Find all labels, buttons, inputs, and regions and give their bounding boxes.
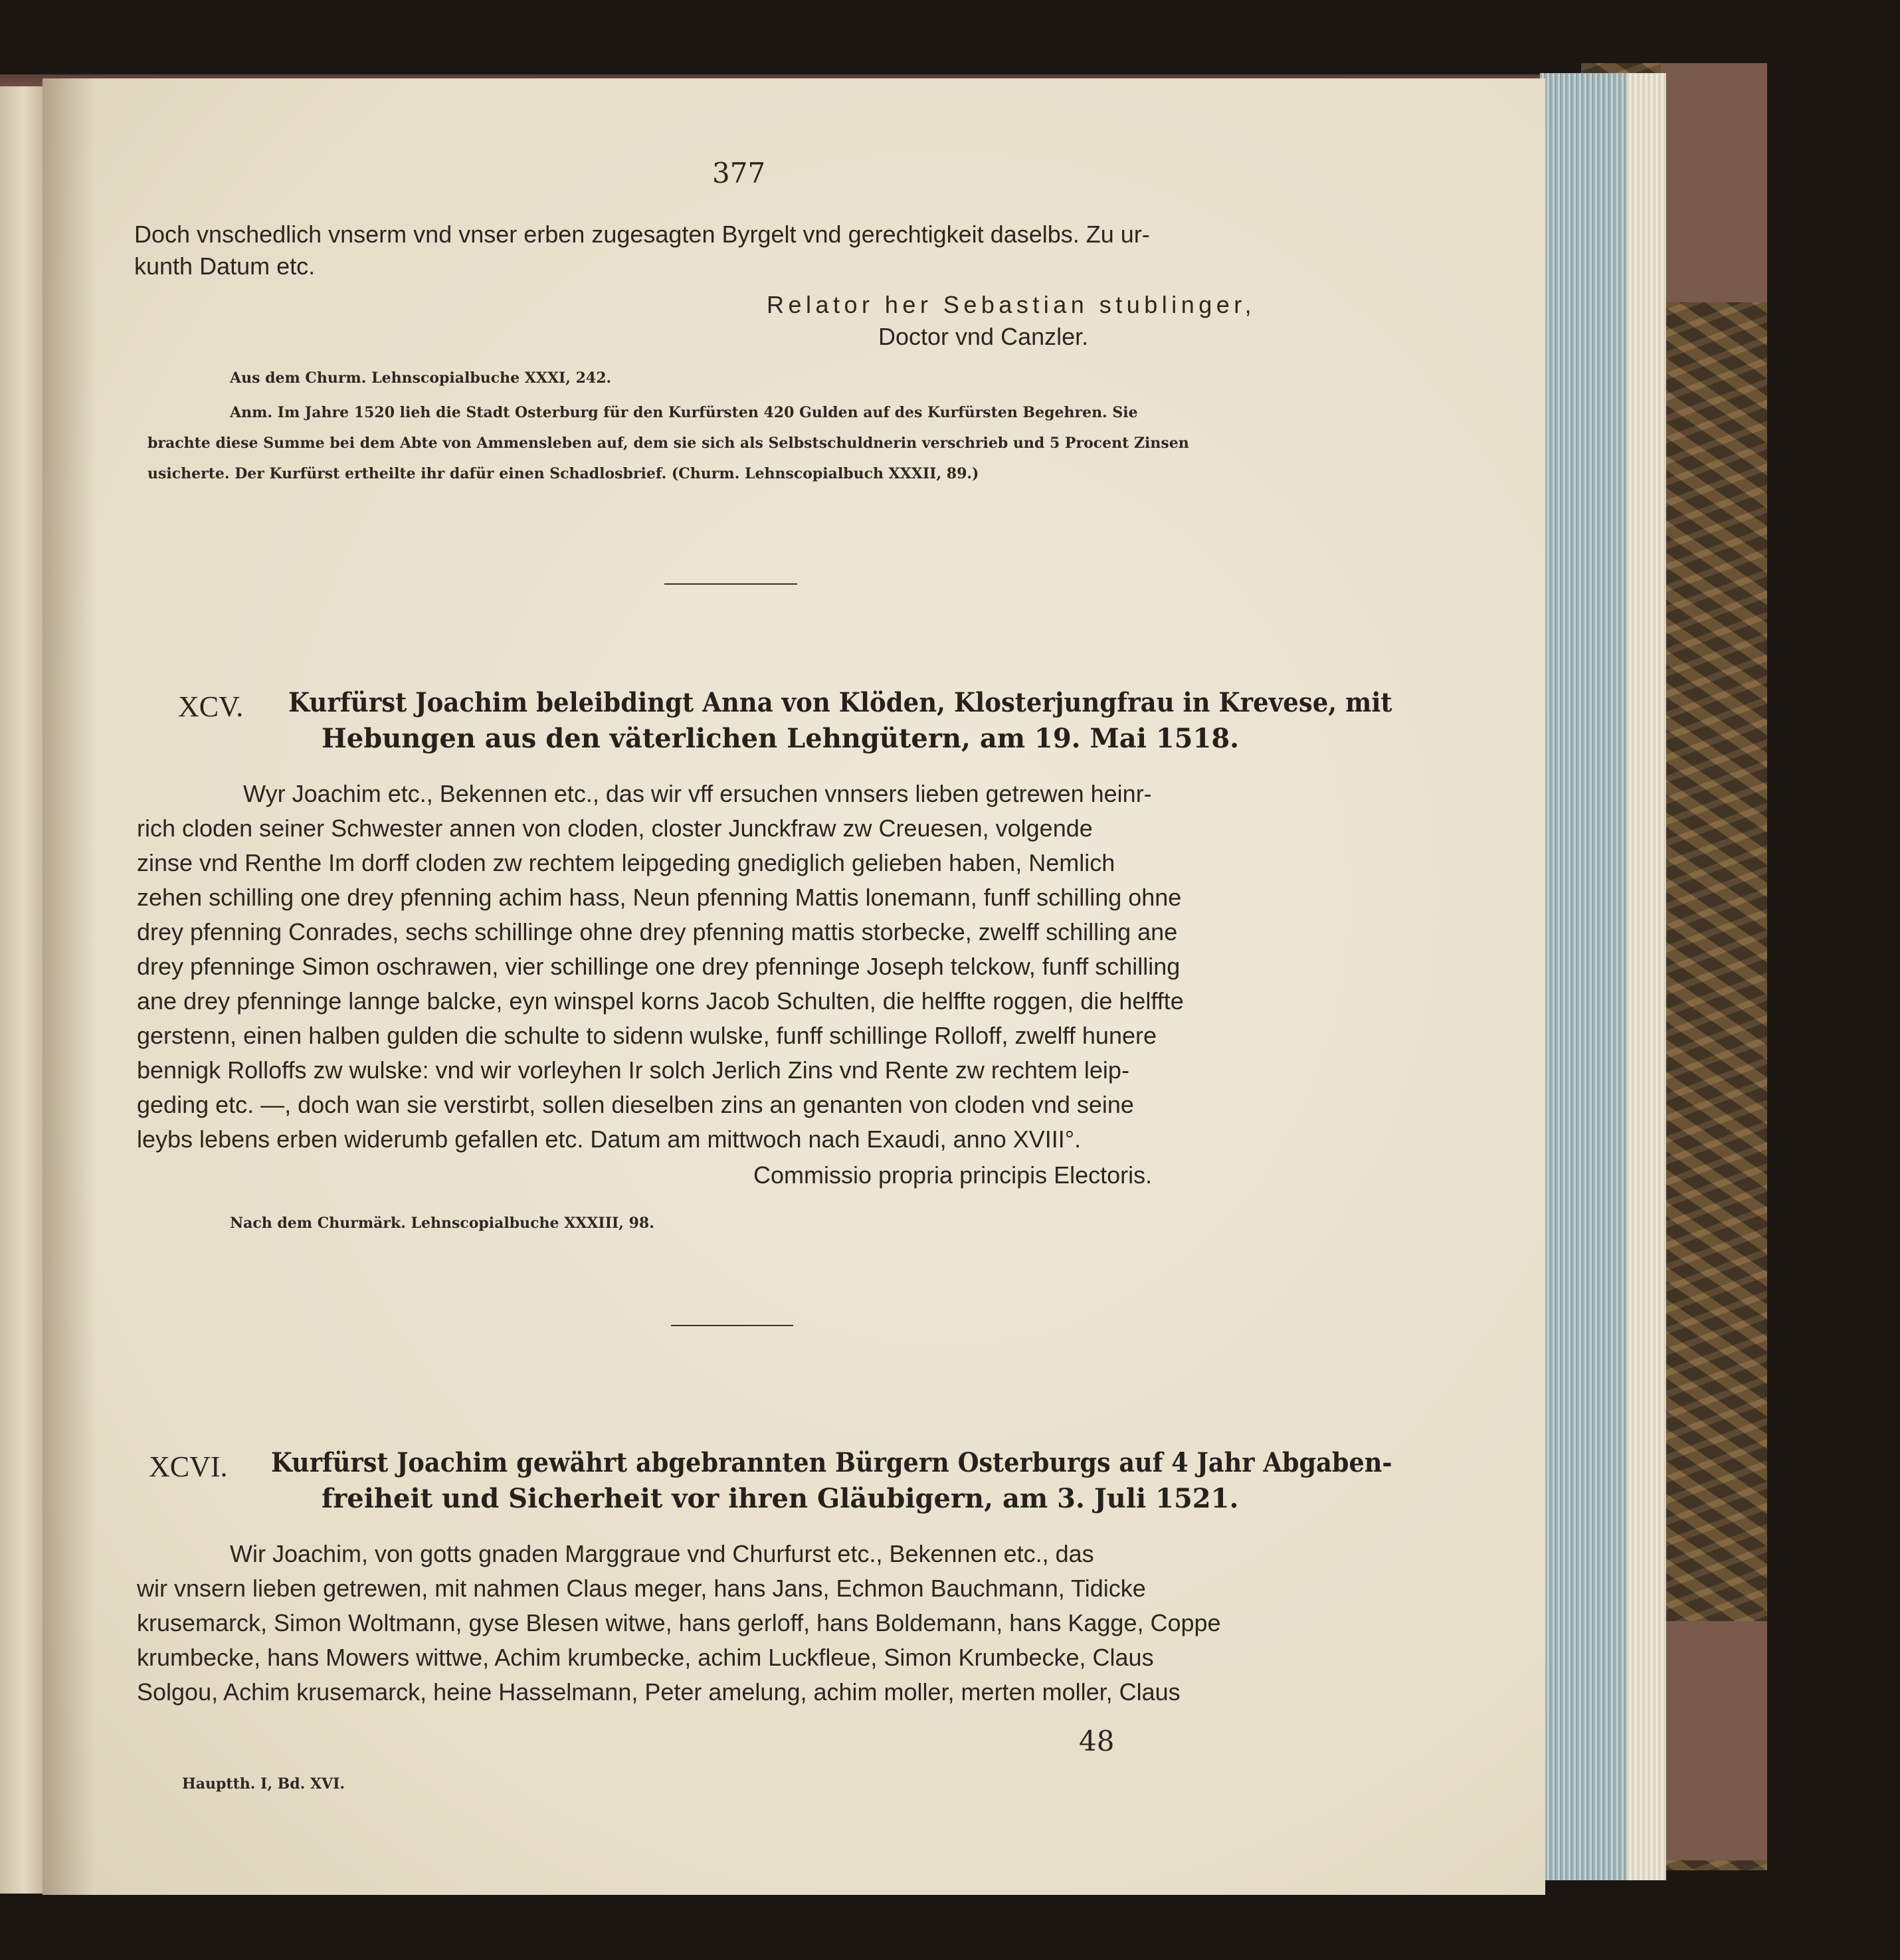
doc95-commission: Commissio propria principis Electoris. bbox=[753, 1161, 1153, 1189]
doc95-numeral: XCV. bbox=[178, 690, 244, 723]
relator-line-1: Relator her Sebastian stublinger, bbox=[767, 291, 1256, 318]
doc95-line-4: zehen schilling one drey pfenning achim hass, Neun pfenning Mattis lonemann, funff schilling ohne bbox=[137, 884, 1182, 911]
doc95-line-11: leybs lebens erben widerumb gefallen etc. Datum am mittwoch nach Exaudi, anno XVIII°. bbox=[137, 1126, 1082, 1153]
relator-line-2: Doctor vnd Canzler. bbox=[878, 323, 1089, 350]
doc95-source: Nach dem Churmärk. Lehnscopialbuche XXXIII, 98. bbox=[230, 1215, 654, 1232]
document-page bbox=[43, 78, 1545, 1895]
doc95-title-line-1: Kurfürst Joachim beleibdingt Anna von Klöden, Klosterjungfrau in Krevese, mit bbox=[288, 687, 1392, 718]
doc95-line-10: geding etc. —, doch wan sie verstirbt, sollen dieselben zins an genanten von cloden vnd seine bbox=[137, 1091, 1134, 1118]
doc95-line-5: drey pfenning Conrades, sechs schillinge ohne drey pfenning mattis storbecke, zwelff schilling ane bbox=[137, 918, 1178, 945]
doc96-line-2: wir vnsern lieben getrewen, mit nahmen Claus meger, hans Jans, Echmon Bauchmann, Tidicke bbox=[137, 1575, 1146, 1602]
doc95-line-6: drey pfenninge Simon oschrawen, vier schillinge one drey pfenninge Joseph telckow, funff schilling bbox=[137, 953, 1181, 980]
doc96-title-line-2: freiheit und Sicherheit vor ihren Gläubigern, am 3. Juli 1521. bbox=[322, 1483, 1239, 1514]
prev-note-line-3: usicherte. Der Kurfürst ertheilte ihr dafür einen Schadlosbrief. (Churm. Lehnscopialbuch XXXII, 89.) bbox=[147, 465, 979, 482]
prev-line-2: kunth Datum etc. bbox=[134, 252, 316, 280]
signature-mark: Hauptth. I, Bd. XVI. bbox=[182, 1775, 345, 1793]
doc95-line-1: Wyr Joachim etc., Bekennen etc., das wir vff ersuchen vnnsers lieben getrewen heinr- bbox=[243, 780, 1152, 807]
prev-note-line-2: brachte diese Summe bei dem Abte von Ammensleben auf, dem sie sich als Selbstschuldnerin verschrieb und 5 Procent Zinsen bbox=[147, 435, 1189, 452]
prev-line-1: Doch vnschedlich vnserm vnd vnser erben zugesagten Byrgelt vnd gerechtigkeit daselbs. Zu ur- bbox=[134, 221, 1150, 248]
doc95-title-line-2: Hebungen aus den väterlichen Lehngütern, am 19. Mai 1518. bbox=[322, 723, 1240, 754]
doc96-line-4: krumbecke, hans Mowers wittwe, Achim krumbecke, achim Luckfleue, Simon Krumbecke, Claus bbox=[137, 1644, 1154, 1671]
left-page-edge bbox=[0, 86, 48, 1894]
doc96-numeral: XCVI. bbox=[149, 1450, 228, 1483]
prev-source: Aus dem Churm. Lehnscopialbuche XXXI, 242. bbox=[230, 369, 612, 387]
section-divider-2 bbox=[671, 1325, 793, 1326]
doc96-line-1: Wir Joachim, von gotts gnaden Marggraue vnd Churfurst etc., Bekennen etc., das bbox=[230, 1540, 1094, 1567]
sheet-number: 48 bbox=[1079, 1725, 1115, 1757]
page-gutter-shadow bbox=[43, 78, 96, 1895]
page-number: 377 bbox=[712, 157, 766, 189]
doc95-line-8: gerstenn, einen halben gulden die schulte to sidenn wulske, funff schillinge Rolloff, zwelff hunere bbox=[137, 1022, 1157, 1049]
cover-corner-bottom bbox=[1661, 1621, 1767, 1860]
section-divider bbox=[664, 583, 797, 585]
doc96-title-line-1: Kurfürst Joachim gewährt abgebrannten Bürgern Osterburgs auf 4 Jahr Abgaben- bbox=[271, 1447, 1392, 1478]
doc95-line-9: bennigk Rolloffs zw wulske: vnd wir vorleyhen Ir solch Jerlich Zins vnd Rente zw rechtem leip- bbox=[137, 1056, 1129, 1084]
doc96-line-5: Solgou, Achim krusemarck, heine Hasselmann, Peter amelung, achim moller, merten moller, Claus bbox=[137, 1678, 1181, 1706]
doc95-line-2: rich cloden seiner Schwester annen von cloden, closter Junckfraw zw Creuesen, volgende bbox=[137, 815, 1093, 842]
cover-corner-top bbox=[1661, 63, 1767, 302]
doc95-line-7: ane drey pfenninge lannge balcke, eyn winspel korns Jacob Schulten, die helffte roggen, die helffte bbox=[137, 987, 1184, 1015]
doc96-line-3: krusemarck, Simon Woltmann, gyse Blesen witwe, hans gerloff, hans Boldemann, hans Kagge, Coppe bbox=[137, 1609, 1221, 1636]
prev-note-line-1: Anm. Im Jahre 1520 lieh die Stadt Osterburg für den Kurfürsten 420 Gulden auf des Kurfürsten Begehren. Sie bbox=[230, 404, 1138, 421]
doc95-line-3: zinse vnd Renthe Im dorff cloden zw rechtem leipgeding gnediglich gelieben haben, Nemlich bbox=[137, 849, 1115, 876]
page-edges-light bbox=[1626, 73, 1666, 1880]
